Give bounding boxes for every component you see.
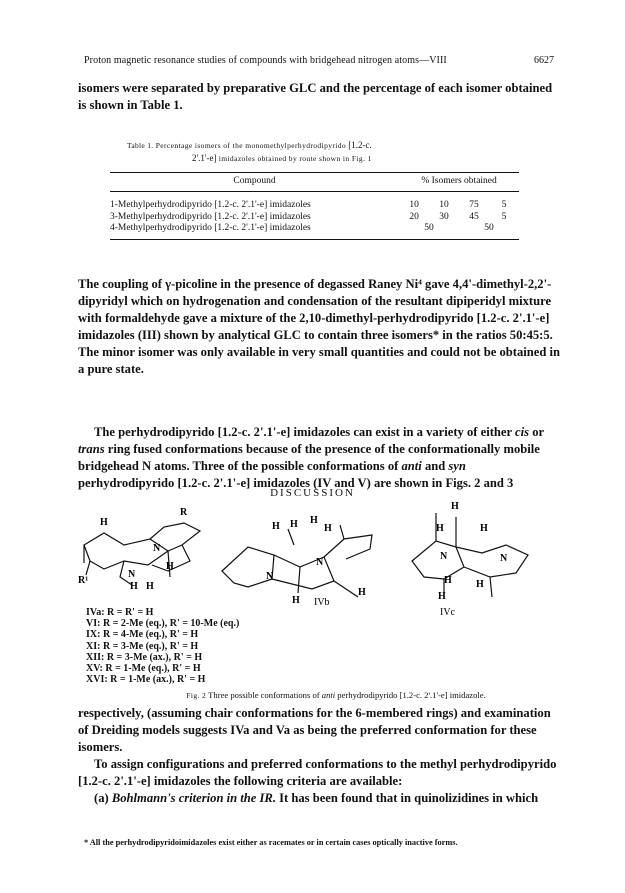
section-heading: DISCUSSION <box>270 487 355 499</box>
table-row <box>110 192 519 212</box>
cell-value: 75 <box>469 200 479 210</box>
atom-h: H <box>130 581 138 592</box>
p6-label: (a) <box>94 791 109 805</box>
running-head-title: Proton magnetic resonance studies of compounds with bridgehead nitrogen atoms—VIII <box>84 55 447 66</box>
cell-value: 20 <box>409 211 419 222</box>
cell-value: 45 <box>469 211 479 222</box>
table-caption-ring: [1.2-c. <box>348 140 372 150</box>
compound-label: XII: R = 3-Me (ax.), R' = H <box>86 651 203 663</box>
intro-paragraph <box>78 80 561 114</box>
header-isomers: % Isomers obtained <box>399 173 519 192</box>
table-caption-line2: imidazoles obtained by route shown in Fig. 1 <box>218 154 372 163</box>
p6-text: It has been found that in quinolizidines in which <box>275 791 539 805</box>
cell-value: 5 <box>501 211 507 222</box>
cell-compound: 1-Methylperhydrodipyrido [1.2-c. 2'.1'-e] imidazoles <box>110 200 311 210</box>
compound-label: VI: R = 2-Me (eq.), R' = 10-Me (eq.) <box>86 618 240 630</box>
figure-caption-a: Three possible conformations of <box>208 690 322 700</box>
compound-label: XV: R = 1-Me (eq.), R' = H <box>86 663 201 675</box>
table-row <box>110 212 519 224</box>
figure-caption-label: Fig. 2 <box>186 691 207 700</box>
atom-h: H <box>444 575 452 586</box>
cell-value: 5 <box>501 200 507 210</box>
atom-h: H <box>438 591 446 602</box>
cell-value: 50 <box>459 223 519 239</box>
cell-value: 10 <box>439 200 449 210</box>
table-caption <box>110 139 530 165</box>
compound-label: IVa: R = R' = H <box>86 607 154 618</box>
atom-h: H <box>451 501 459 512</box>
atom-r: R <box>180 507 188 518</box>
atom-n: N <box>500 553 508 564</box>
p3-and: and <box>421 459 449 473</box>
label-ivb: IVb <box>314 597 330 608</box>
cell-compound: 3-Methylperhydrodipyrido [1.2-c. 2'.1'-e] imidazoles <box>110 211 311 222</box>
cell-value: 50 <box>399 223 459 239</box>
intro-text: isomers were separated by preparative GLC and the percentage of each isomer obtained is shown in Table 1. <box>78 81 553 112</box>
atom-h: H <box>290 519 298 530</box>
atom-h: H <box>480 523 488 534</box>
figure-caption <box>86 690 586 700</box>
compound-label: IX: R = 4-Me (eq.), R' = H <box>86 629 199 641</box>
atom-n: N <box>153 543 161 554</box>
atom-h: H <box>292 595 300 606</box>
compound-labels <box>86 607 239 685</box>
paragraph-coupling-text: The coupling of γ-picoline in the presence of degassed Raney Ni⁴ gave 4,4'-dimethyl-2,2'-dipyridyl which on hydrogenation and condensation of the resultant dipiperidyl mixture with formaldehyde gave a mixture of the 2,10-dimethyl-perhydrodipyrido [1.2-c. 2'.1'-e] imidazoles (III) shown by analytical GLC to contain three isomers* in the ratios 50:45:5. The minor isomer was only available in very small quantities and could not be obtained in a pure state. <box>78 277 561 376</box>
p3-or: or <box>529 425 544 439</box>
p3-trans: trans <box>78 442 105 456</box>
p3-cis: cis <box>515 425 530 439</box>
atom-h: H <box>146 581 154 592</box>
atom-h: H <box>310 515 318 526</box>
structure-iva <box>84 523 200 585</box>
cell-value: 10 <box>409 200 419 210</box>
p3-anti: anti <box>401 459 422 473</box>
atom-r1: R¹ <box>78 575 89 586</box>
table-caption-ring2: 2'.1'-e] <box>192 153 217 163</box>
atom-h: H <box>100 517 108 528</box>
header-compound: Compound <box>110 173 399 192</box>
atom-h: H <box>436 523 444 534</box>
label-ivc: IVc <box>440 607 455 618</box>
atom-h: H <box>324 523 332 534</box>
atom-n: N <box>440 551 448 562</box>
paragraph-conformations <box>78 424 561 492</box>
atom-h: H <box>166 561 174 572</box>
atom-h: H <box>476 579 484 590</box>
p3-a: The perhydrodipyrido [1.2-c. 2'.1'-e] imidazoles can exist in a variety of either <box>94 425 512 439</box>
atom-n: N <box>266 571 274 582</box>
atom-n: N <box>316 557 324 568</box>
figure-caption-anti: anti <box>321 690 336 700</box>
figure-caption-b: perhydrodipyrido [1.2-c. 2'.1'-e] imidazole. <box>335 690 486 700</box>
p6-italic: Bohlmann's criterion in the IR. <box>111 791 276 805</box>
compound-label: XI: R = 3-Me (eq.), R' = H <box>86 640 199 652</box>
paragraph-criteria: To assign configurations and preferred conformations to the methyl perhydrodipyrido [1.2-c. 2'.1'-e] imidazoles the following criteria are available: <box>78 757 557 788</box>
atom-h: H <box>272 521 280 532</box>
paragraph-coupling <box>78 276 561 378</box>
isomer-table <box>110 172 519 240</box>
compound-label: XVI: R = 1-Me (ax.), R' = H <box>86 674 206 686</box>
cell-value: 30 <box>439 211 449 222</box>
table-row <box>110 223 519 239</box>
footnote: * All the perhydrodipyridoimidazoles exist either as racemates or in certain cases optically inactive forms. <box>84 838 458 847</box>
p3-c: perhydrodipyrido [1.2-c. 2'.1'-e] imidazoles (IV and V) are shown in Figs. 2 and 3 <box>78 476 514 490</box>
table-caption-text: Percentage isomers of the monomethylperhydrodipyrido <box>155 141 347 150</box>
table-caption-label: Table 1. <box>127 141 154 150</box>
atom-n: N <box>128 569 136 580</box>
cell-compound: 4-Methylperhydrodipyrido [1.2-c. 2'.1'-e] imidazoles <box>110 223 399 239</box>
paragraph-respectively <box>78 705 561 807</box>
structure-ivb <box>222 525 372 597</box>
atom-h: H <box>358 587 366 598</box>
paragraph-bohlmann <box>78 790 561 807</box>
p3-syn: syn <box>448 459 466 473</box>
table-header-row <box>110 173 519 192</box>
structure-ivc <box>412 513 528 597</box>
p3-b: ring fused conformations because of the presence of the conformationally mobile bridgehead N atoms. Three of the possible conformations of <box>78 442 540 473</box>
page-number: 6627 <box>534 55 554 66</box>
paragraph-respectively-text: respectively, (assuming chair conformations for the 6-membered rings) and examination of Dreiding models suggests IVa and Va as being the preferred conformation for these isomers. <box>78 706 551 754</box>
